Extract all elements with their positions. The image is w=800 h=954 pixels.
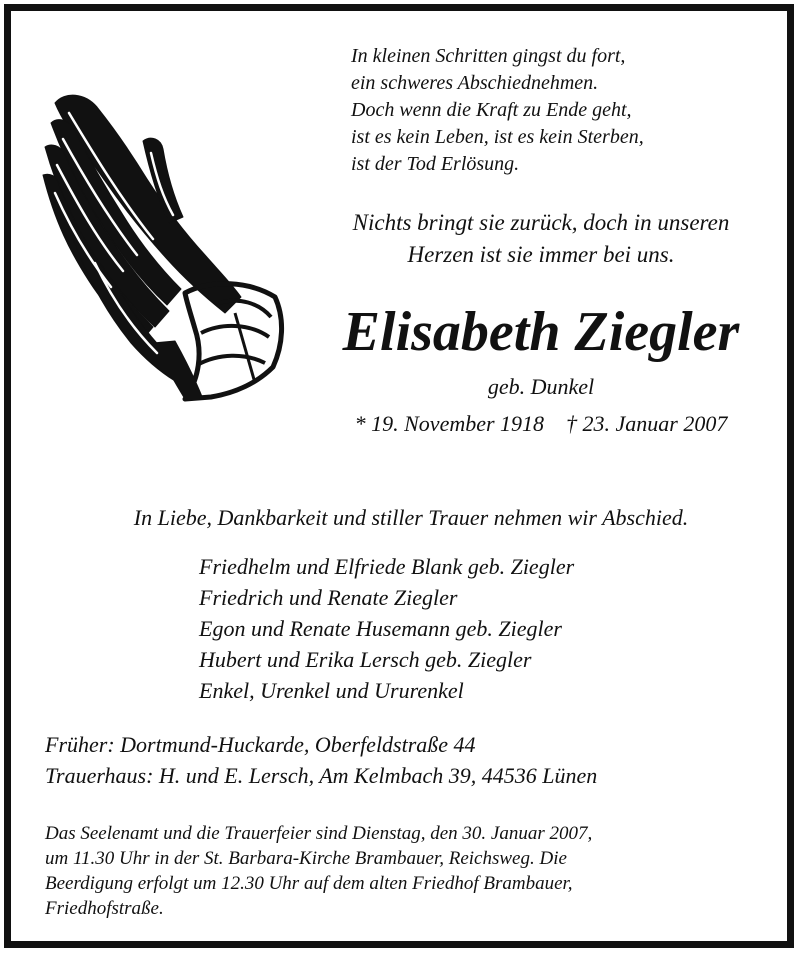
life-dates bbox=[291, 409, 791, 439]
mourner-entry: Egon und Renate Husemann geb. Ziegler bbox=[199, 616, 562, 641]
mourner-entry: Enkel, Urenkel und Ururenkel bbox=[199, 678, 464, 703]
poem-line: In kleinen Schritten gingst du fort, bbox=[351, 45, 626, 67]
quote-line: Herzen ist sie immer bei uns. bbox=[407, 242, 675, 267]
praying-hands-icon bbox=[35, 83, 285, 403]
death-date: † 23. Januar 2007 bbox=[566, 411, 728, 436]
former-address: Früher: Dortmund-Huckarde, Oberfeldstraße 44 bbox=[45, 732, 476, 757]
farewell-text: In Liebe, Dankbarkeit und stiller Trauer nehmen wir Abschied. bbox=[133, 505, 689, 530]
mourner-entry: Friedhelm und Elfriede Blank geb. Ziegler bbox=[199, 554, 575, 579]
birth-name: geb. Dunkel bbox=[487, 374, 595, 399]
quote bbox=[291, 207, 791, 271]
poem-line: ein schweres Abschiednehmen. bbox=[351, 72, 599, 94]
quote-line: Nichts bringt sie zurück, doch in unseren bbox=[352, 210, 730, 235]
service-line: Friedhofstraße. bbox=[45, 898, 164, 919]
mourner-entry: Hubert und Erika Lersch geb. Ziegler bbox=[199, 647, 532, 672]
poem bbox=[351, 43, 771, 178]
mourner-entry: Friedrich und Renate Ziegler bbox=[199, 585, 458, 610]
birth-date: * 19. November 1918 bbox=[354, 411, 545, 436]
mourning-house-address: Trauerhaus: H. und E. Lersch, Am Kelmbach 39, 44536 Lünen bbox=[45, 763, 598, 788]
poem-line: ist der Tod Erlösung. bbox=[351, 153, 520, 175]
service-info bbox=[45, 821, 785, 921]
obituary-frame bbox=[4, 4, 794, 948]
service-line: um 11.30 Uhr in der St. Barbara-Kirche Brambauer, Reichsweg. Die bbox=[45, 848, 567, 869]
deceased-name: Elisabeth Ziegler bbox=[342, 301, 740, 363]
address-block bbox=[45, 729, 785, 791]
service-line: Beerdigung erfolgt um 12.30 Uhr auf dem alten Friedhof Brambauer, bbox=[45, 873, 573, 894]
poem-line: Doch wenn die Kraft zu Ende geht, bbox=[351, 99, 632, 121]
service-line: Das Seelenamt und die Trauerfeier sind Dienstag, den 30. Januar 2007, bbox=[45, 823, 593, 844]
poem-line: ist es kein Leben, ist es kein Sterben, bbox=[351, 126, 644, 148]
mourners-list bbox=[199, 551, 759, 706]
